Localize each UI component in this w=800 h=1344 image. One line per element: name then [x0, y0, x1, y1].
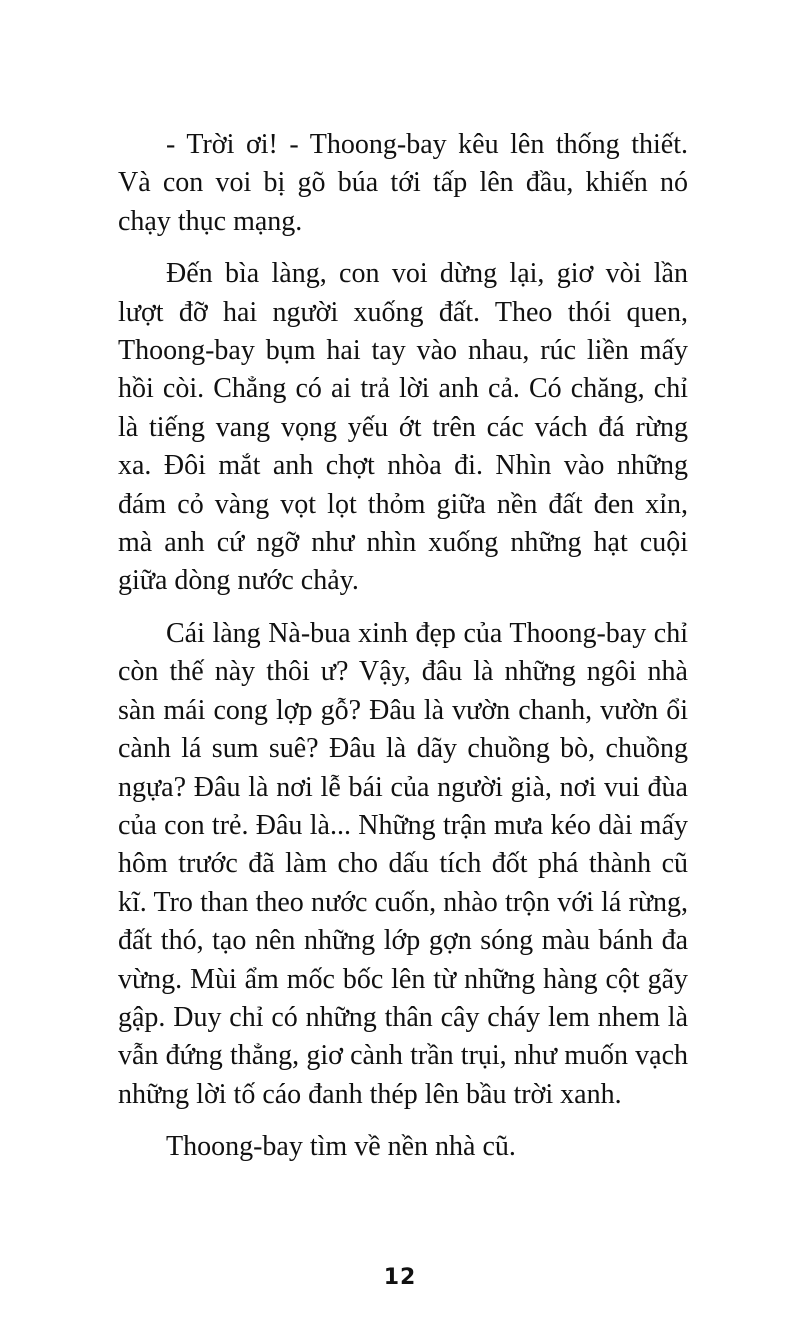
paragraph-4: Thoong-bay tìm về nền nhà cũ. [166, 1131, 516, 1163]
paragraph-2: Đến bìa làng, con voi dừng lại, giơ vòi lần lượt đỡ hai người xuống đất. Theo thói quen, Thoong-bay bụm hai tay vào nhau, rúc liền mấy hồi còi. Chẳng có ai trả lời anh cả. Có chăng, chỉ là tiếng vang vọng yếu ớt trên các vách đá rừng xa. Đôi mắt anh chợt nhòa đi. Nhìn vào những đám cỏ vàng vọt lọt thỏm giữa nền đất đen xỉn, mà anh cứ ngỡ như nhìn xuống những hạt cuội giữa dòng nước chảy. [118, 258, 688, 597]
paragraph-1: - Trời ơi! - Thoong-bay kêu lên thống thiết. Và con voi bị gõ búa tới tấp lên đầu, khiến nó chạy thục mạng. [118, 129, 688, 237]
paragraph-3: Cái làng Nà-bua xinh đẹp của Thoong-bay chỉ còn thế này thôi ư? Vậy, đâu là những ngôi nhà sàn mái cong lợp gỗ? Đâu là vườn chanh, vườn ổi cành lá sum suê? Đâu là dãy chuồng bò, chuồng ngựa? Đâu là nơi lễ bái của người già, nơi vui đùa của con trẻ. Đâu là... Những trận mưa kéo dài mấy hôm trước đã làm cho dấu tích đốt phá thành cũ kĩ. Tro than theo nước cuốn, nhào trộn với lá rừng, đất thó, tạo nên những lớp gợn sóng màu bánh đa vừng. Mùi ẩm mốc bốc lên từ những hàng cột gãy gập. Duy chỉ có những thân cây cháy lem nhem là vẫn đứng thẳng, giơ cành trần trụi, như muốn vạch những lời tố cáo đanh thép lên bầu trời xanh. [118, 617, 688, 1110]
page-number: 12 [383, 1265, 417, 1290]
body-text [118, 126, 688, 1167]
